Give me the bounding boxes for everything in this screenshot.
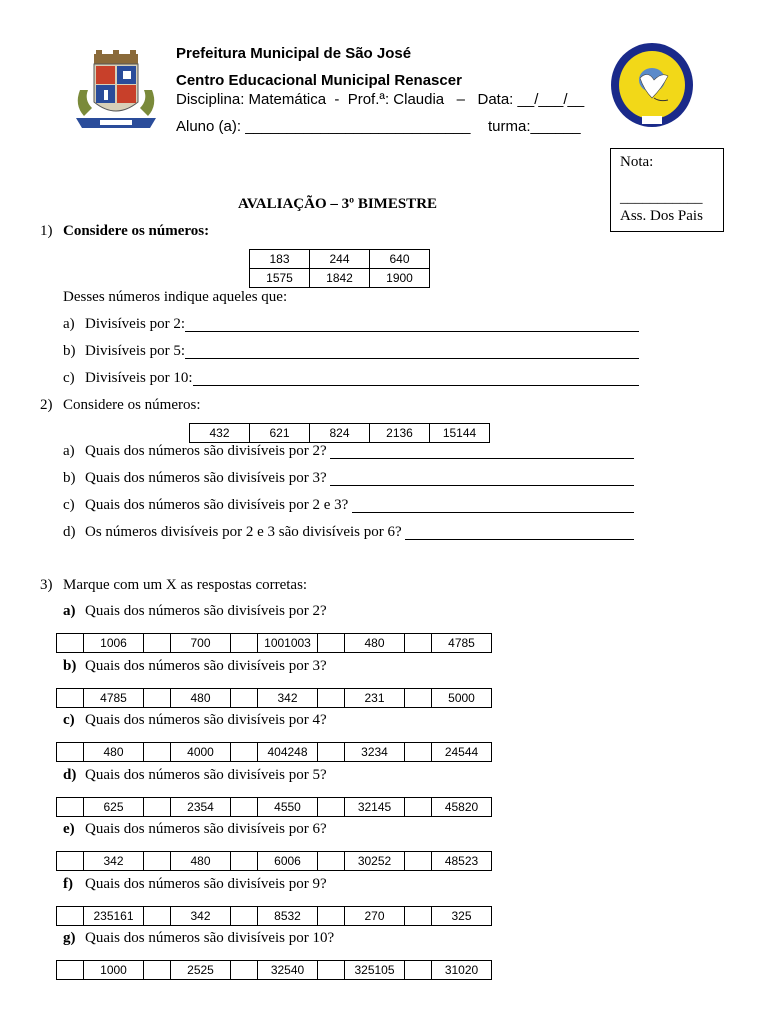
option-value: 231: [345, 689, 405, 708]
table-row: [57, 743, 492, 762]
answer-line[interactable]: [193, 370, 640, 386]
q3-option-table: [56, 906, 492, 926]
answer-checkbox[interactable]: [144, 743, 171, 762]
q1-item-b: [63, 343, 639, 360]
option-value: 32145: [345, 798, 405, 817]
table-cell: 1900: [370, 269, 430, 288]
q1-item-text: Divisíveis por 5:: [85, 343, 185, 359]
q3-item-text: Quais dos números são divisíveis por 2?: [85, 603, 327, 619]
answer-line[interactable]: [330, 470, 634, 486]
school-seal-icon: [610, 42, 694, 128]
q3-item-text: Quais dos números são divisíveis por 9?: [85, 876, 327, 892]
q3-item-text: Quais dos números são divisíveis por 5?: [85, 767, 327, 783]
answer-checkbox[interactable]: [57, 852, 84, 871]
table-cell: 2136: [370, 424, 430, 443]
q3-item-text: Quais dos números são divisíveis por 4?: [85, 712, 327, 728]
option-value: 2525: [171, 961, 231, 980]
q2-item-c: [63, 497, 634, 514]
q2-item-b: [63, 470, 634, 487]
q3-item-text: Quais dos números são divisíveis por 3?: [85, 658, 327, 674]
answer-checkbox[interactable]: [144, 689, 171, 708]
answer-line[interactable]: [352, 497, 634, 513]
answer-checkbox[interactable]: [405, 634, 432, 653]
q3-item-g: [63, 930, 334, 947]
answer-line[interactable]: [405, 524, 634, 540]
table-cell: 1575: [250, 269, 310, 288]
q3-option-table: [56, 688, 492, 708]
q1-number-table: [249, 249, 430, 288]
option-value: 5000: [432, 689, 492, 708]
q3-item-text: Quais dos números são divisíveis por 6?: [85, 821, 327, 837]
q1-item-text: Divisíveis por 10:: [85, 370, 193, 386]
q3-option-table: [56, 742, 492, 762]
q3-item-e: [63, 821, 327, 838]
answer-checkbox[interactable]: [318, 852, 345, 871]
option-value: 24544: [432, 743, 492, 762]
table-cell: 432: [190, 424, 250, 443]
option-value: 480: [171, 852, 231, 871]
answer-checkbox[interactable]: [57, 961, 84, 980]
option-value: 2354: [171, 798, 231, 817]
option-value: 4000: [171, 743, 231, 762]
q3-item-letter: c): [63, 712, 75, 728]
answer-checkbox[interactable]: [405, 852, 432, 871]
table-cell: 1842: [310, 269, 370, 288]
q3-option-table: [56, 851, 492, 871]
q3-item-letter: f): [63, 876, 73, 892]
q3-item-f: [63, 876, 327, 893]
answer-checkbox[interactable]: [318, 634, 345, 653]
option-value: 4785: [432, 634, 492, 653]
answer-checkbox[interactable]: [57, 634, 84, 653]
q1-item-letter: b): [63, 343, 76, 359]
q3-option-table: [56, 797, 492, 817]
answer-checkbox[interactable]: [318, 907, 345, 926]
table-row: [250, 250, 430, 269]
answer-checkbox[interactable]: [144, 634, 171, 653]
q1-instruction: Desses números indique aqueles que:: [63, 289, 288, 305]
q2-item-text: Quais dos números são divisíveis por 3?: [85, 470, 331, 486]
answer-line[interactable]: [185, 316, 639, 332]
option-value: 45820: [432, 798, 492, 817]
q2-item-text: Os números divisíveis por 2 e 3 são divisíveis por 6?: [85, 524, 406, 540]
answer-checkbox[interactable]: [405, 689, 432, 708]
option-value: 625: [84, 798, 144, 817]
q2-item-a: [63, 443, 634, 460]
q3-item-letter: e): [63, 821, 75, 837]
option-value: 1001003: [258, 634, 318, 653]
answer-checkbox[interactable]: [318, 798, 345, 817]
grade-box: [610, 148, 724, 232]
q3-item-c: [63, 712, 327, 729]
option-value: 32540: [258, 961, 318, 980]
q1-number: 1): [40, 223, 53, 239]
answer-checkbox[interactable]: [231, 852, 258, 871]
table-row: [57, 689, 492, 708]
q3-item-d: [63, 767, 327, 784]
q2-number-table: [189, 423, 490, 443]
option-value: 31020: [432, 961, 492, 980]
option-value: 235161: [84, 907, 144, 926]
option-value: 1006: [84, 634, 144, 653]
q3-item-a: [63, 603, 327, 620]
answer-checkbox[interactable]: [231, 907, 258, 926]
q2-item-letter: b): [63, 470, 76, 486]
option-value: 4550: [258, 798, 318, 817]
answer-checkbox[interactable]: [231, 634, 258, 653]
q3-number: 3): [40, 577, 53, 593]
q3-item-letter: b): [63, 658, 77, 674]
option-value: 8532: [258, 907, 318, 926]
q2-item-letter: d): [63, 524, 76, 540]
q3-option-table: [56, 960, 492, 980]
header-school-name: Centro Educacional Municipal Renascer: [176, 72, 462, 89]
table-row: [190, 424, 490, 443]
page-title: AVALIAÇÃO – 3º BIMESTRE: [238, 196, 438, 212]
option-value: 480: [171, 689, 231, 708]
coat-of-arms-icon: [70, 50, 162, 132]
q1-item-a: [63, 316, 639, 333]
option-value: 48523: [432, 852, 492, 871]
table-row: [57, 907, 492, 926]
q3-item-letter: a): [63, 603, 76, 619]
answer-checkbox[interactable]: [405, 798, 432, 817]
option-value: 30252: [345, 852, 405, 871]
option-value: 480: [345, 634, 405, 653]
q1-item-letter: c): [63, 370, 75, 386]
option-value: 1000: [84, 961, 144, 980]
header-class-field[interactable]: turma:______: [488, 118, 581, 135]
option-value: 342: [171, 907, 231, 926]
answer-line[interactable]: [185, 343, 639, 359]
option-value: 480: [84, 743, 144, 762]
option-value: 342: [84, 852, 144, 871]
answer-checkbox[interactable]: [231, 798, 258, 817]
option-value: 404248: [258, 743, 318, 762]
parent-signature-label: Ass. Dos Pais: [620, 208, 703, 224]
q2-item-text: Quais dos números são divisíveis por 2 e 3?: [85, 497, 353, 513]
q2-item-letter: c): [63, 497, 75, 513]
answer-checkbox[interactable]: [144, 961, 171, 980]
q2-item-text: Quais dos números são divisíveis por 2?: [85, 443, 331, 459]
table-cell: 640: [370, 250, 430, 269]
answer-checkbox[interactable]: [57, 907, 84, 926]
answer-checkbox[interactable]: [231, 689, 258, 708]
option-value: 3234: [345, 743, 405, 762]
q3-item-letter: g): [63, 930, 76, 946]
table-cell: 15144: [430, 424, 490, 443]
answer-checkbox[interactable]: [57, 743, 84, 762]
option-value: 270: [345, 907, 405, 926]
table-row: [57, 634, 492, 653]
table-row: [57, 798, 492, 817]
answer-checkbox[interactable]: [57, 798, 84, 817]
q1-item-text: Divisíveis por 2:: [85, 316, 185, 332]
grade-label: Nota:: [620, 154, 654, 170]
q3-option-table: [56, 633, 492, 653]
answer-checkbox[interactable]: [231, 961, 258, 980]
option-value: 325105: [345, 961, 405, 980]
table-cell: 244: [310, 250, 370, 269]
table-row: [250, 269, 430, 288]
q2-item-d: [63, 524, 634, 541]
table-row: [57, 852, 492, 871]
table-cell: 621: [250, 424, 310, 443]
answer-line[interactable]: [330, 443, 634, 459]
q2-item-letter: a): [63, 443, 75, 459]
option-value: 6006: [258, 852, 318, 871]
answer-checkbox[interactable]: [144, 907, 171, 926]
answer-checkbox[interactable]: [57, 689, 84, 708]
option-value: 325: [432, 907, 492, 926]
table-row: [57, 961, 492, 980]
answer-checkbox[interactable]: [144, 798, 171, 817]
table-cell: 183: [250, 250, 310, 269]
option-value: 4785: [84, 689, 144, 708]
header-student-name-field[interactable]: Aluno (a): ___________________________: [176, 118, 471, 135]
answer-checkbox[interactable]: [318, 743, 345, 762]
q3-prompt: Marque com um X as respostas corretas:: [63, 577, 308, 593]
answer-checkbox[interactable]: [405, 961, 432, 980]
q2-prompt: Considere os números:: [63, 397, 201, 413]
header-discipline-line: Disciplina: Matemática - Prof.ª: Claudia – Data: __/___/__: [176, 91, 585, 108]
table-cell: 824: [310, 424, 370, 443]
q3-item-text: Quais dos números são divisíveis por 10?: [85, 930, 335, 946]
parent-signature-line[interactable]: ___________: [620, 190, 703, 206]
q1-prompt: Considere os números:: [63, 223, 210, 239]
answer-checkbox[interactable]: [405, 743, 432, 762]
answer-checkbox[interactable]: [144, 852, 171, 871]
q1-item-letter: a): [63, 316, 75, 332]
answer-checkbox[interactable]: [318, 689, 345, 708]
q1-item-c: [63, 370, 639, 387]
q3-item-letter: d): [63, 767, 77, 783]
q3-item-b: [63, 658, 327, 675]
option-value: 700: [171, 634, 231, 653]
option-value: 342: [258, 689, 318, 708]
answer-checkbox[interactable]: [318, 961, 345, 980]
q2-number: 2): [40, 397, 53, 413]
header-prefeitura: Prefeitura Municipal de São José: [176, 45, 412, 62]
answer-checkbox[interactable]: [231, 743, 258, 762]
answer-checkbox[interactable]: [405, 907, 432, 926]
